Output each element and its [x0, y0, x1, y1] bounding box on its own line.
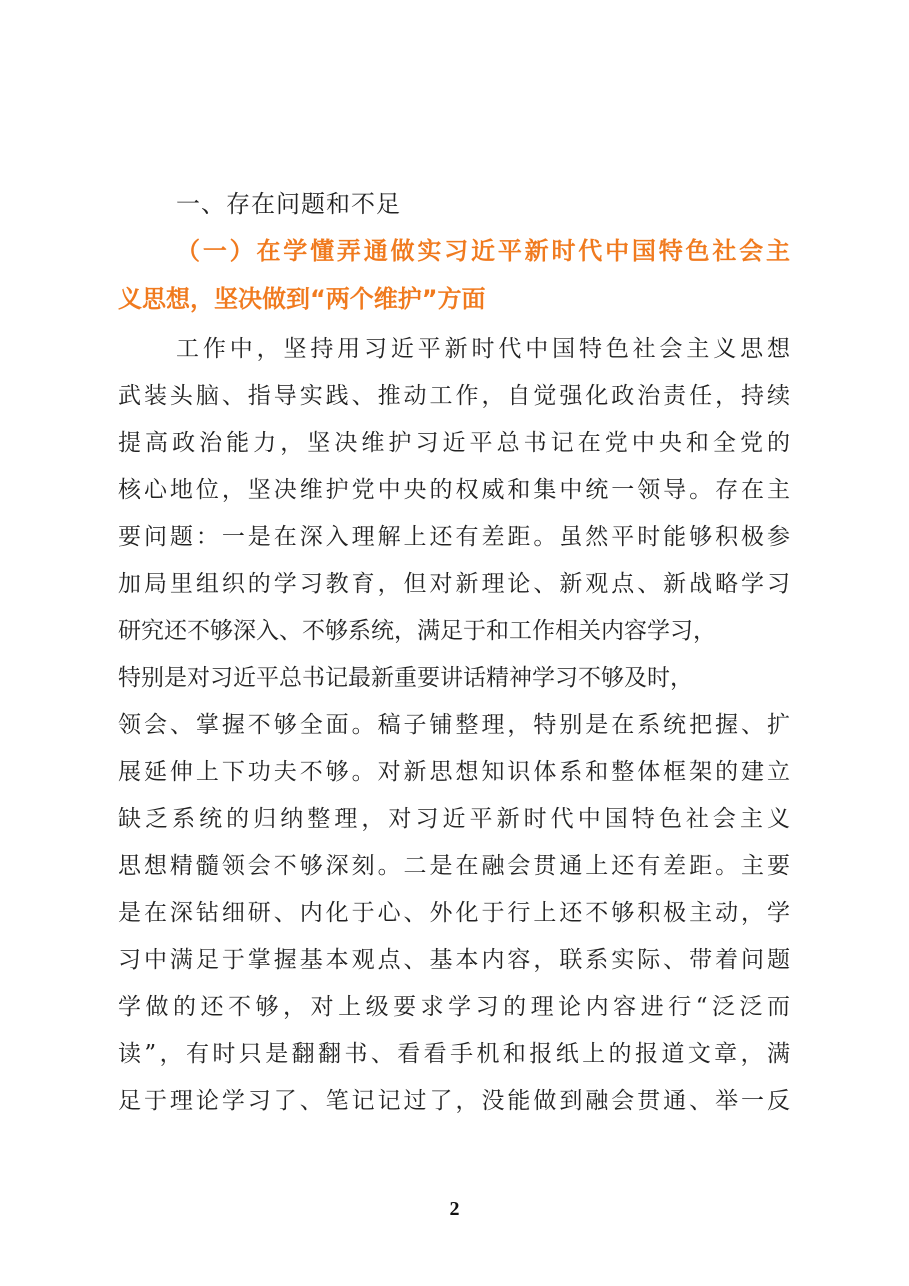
paragraph-line: 领会、掌握不够全面。稿子铺整理，特别是在系统把握、扩 — [118, 712, 790, 738]
paragraph-line: 展延伸上下功夫不够。对新思想知识体系和整体框架的建立 — [118, 759, 790, 785]
paragraph-line: 是在深钻细研、内化于心、外化于行上还不够积极主动，学 — [118, 900, 790, 926]
paragraph-line: 特别是对习近平总书记最新重要讲话精神学习不够及时， — [118, 665, 693, 691]
page-number: 2 — [449, 1198, 460, 1220]
paragraph-line: 读”，有时只是翻翻书、看看手机和报纸上的报道文章，满 — [118, 1041, 790, 1067]
subsection-heading-line-1: （一）在学懂弄通做实习近平新时代中国特色社会主 — [176, 237, 790, 265]
paragraph-line: 核心地位，坚决维护党中央的权威和集中统一领导。存在主 — [118, 477, 790, 503]
paragraph-line: 要问题：一是在深入理解上还有差距。虽然平时能够积极参 — [118, 524, 790, 550]
paragraph-line: 缺乏系统的归纳整理，对习近平新时代中国特色社会主义 — [118, 806, 790, 832]
paragraph-line: 加局里组织的学习教育，但对新理论、新观点、新战略学习 — [118, 571, 790, 597]
paragraph-line: 研究还不够深入、不够系统，满足于和工作相关内容学习， — [118, 618, 716, 644]
subsection-heading-line-2: 义思想，坚决做到“两个维护”方面 — [118, 285, 486, 313]
paragraph-line: 习中满足于掌握基本观点、基本内容，联系实际、带着问题 — [118, 947, 790, 973]
section-heading: 一、存在问题和不足 — [176, 190, 401, 218]
paragraph-line: 工作中，坚持用习近平新时代中国特色社会主义思想 — [176, 336, 790, 362]
paragraph-line: 武装头脑、指导实践、推动工作，自觉强化政治责任，持续 — [118, 383, 790, 409]
paragraph-line: 足于理论学习了、笔记记过了，没能做到融会贯通、举一反 — [118, 1088, 790, 1114]
paragraph-line: 思想精髓领会不够深刻。二是在融会贯通上还有差距。主要 — [118, 853, 790, 879]
paragraph-line: 提高政治能力，坚决维护习近平总书记在党中央和全党的 — [118, 430, 790, 456]
paragraph-line: 学做的还不够，对上级要求学习的理论内容进行“泛泛而 — [118, 994, 790, 1020]
